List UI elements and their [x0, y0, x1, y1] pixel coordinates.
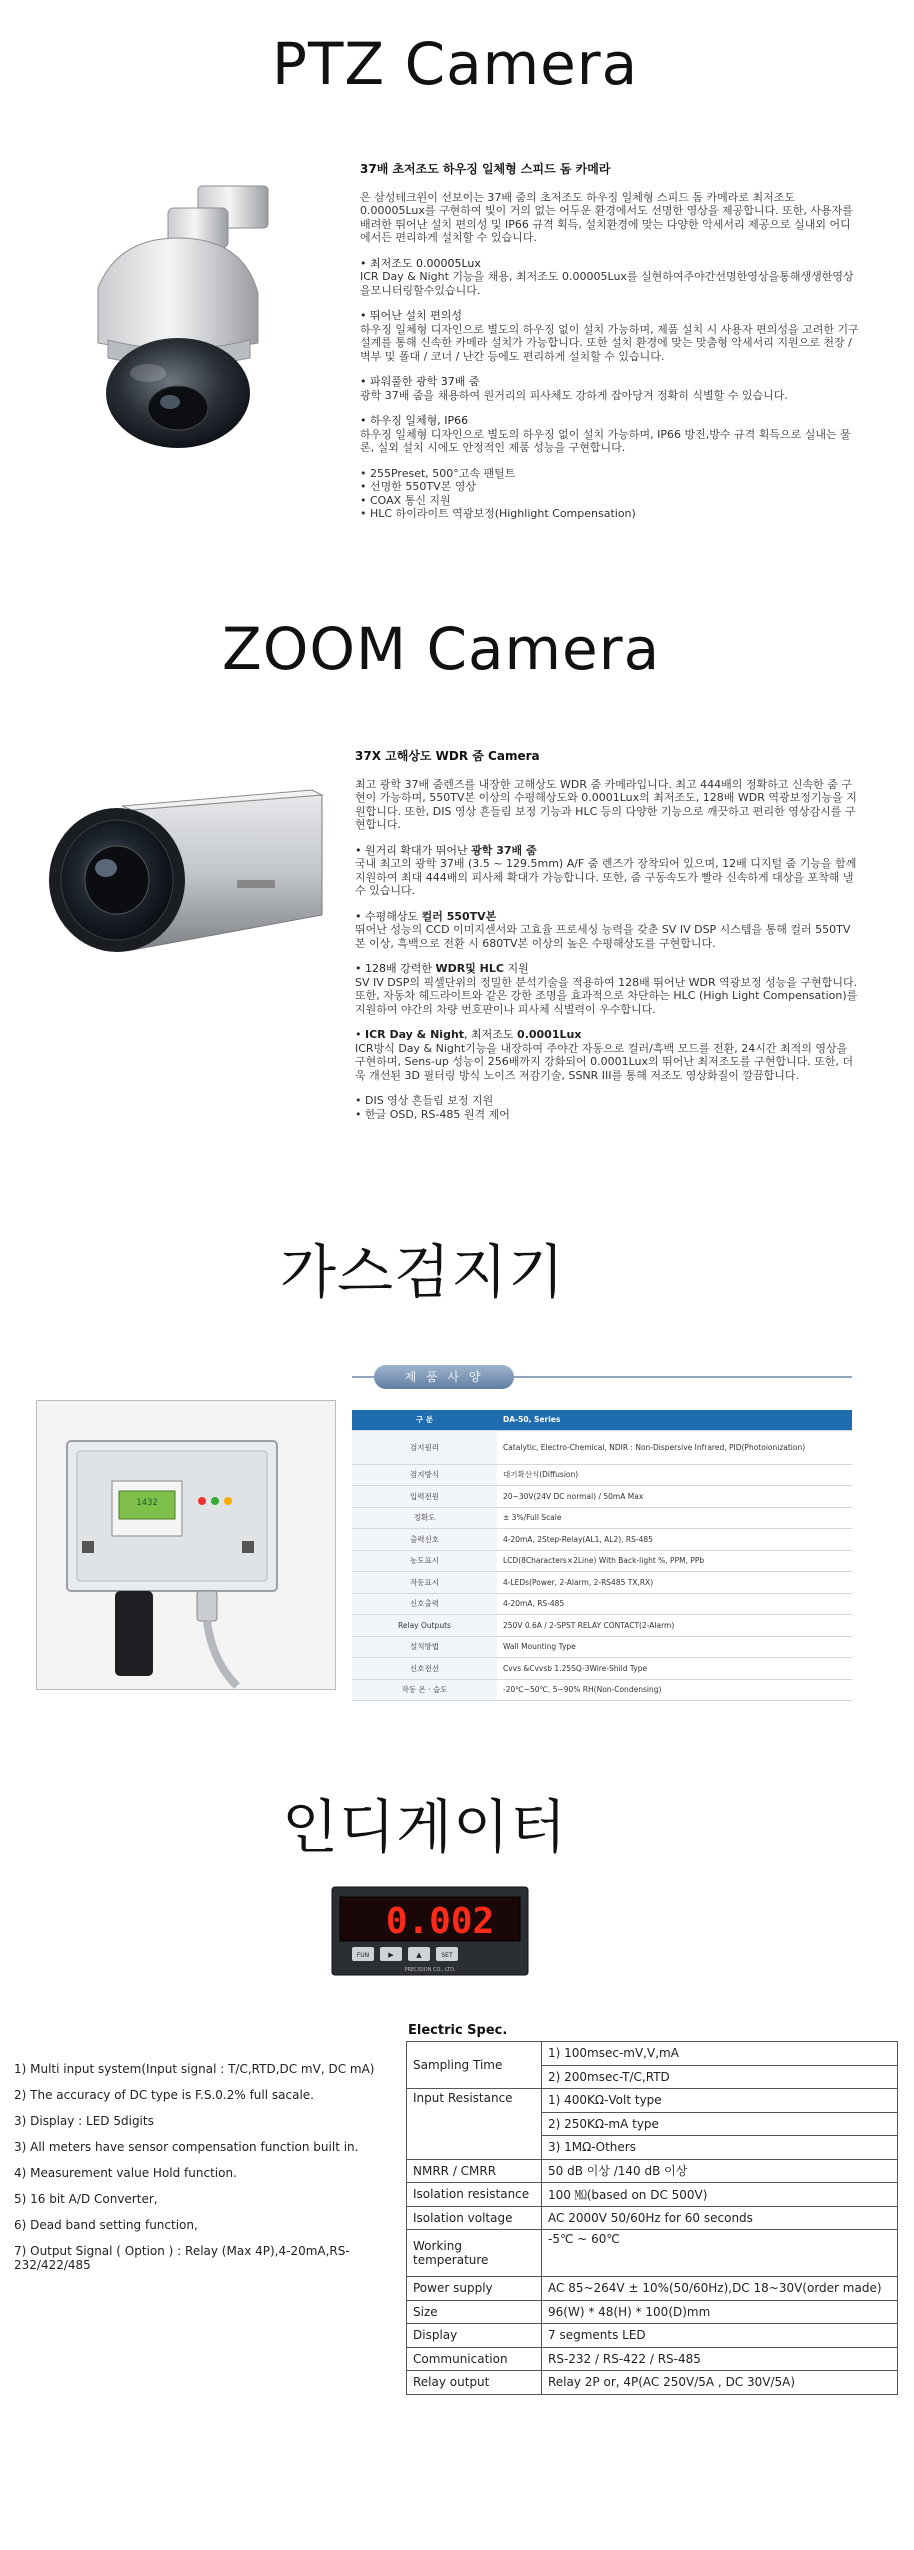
table-row	[407, 2042, 898, 2066]
zoom-bullet-title: • 수평해상도 컬러 550TV본	[355, 909, 497, 923]
table-row	[407, 2230, 898, 2277]
list-item: 6) Dead band setting function,	[14, 2218, 198, 2232]
spec-value: Relay 2P or, 4P(AC 250V/5A , DC 30V/5A)	[542, 2371, 898, 2395]
spec-value: 3) 1MΩ-Others	[542, 2136, 898, 2160]
table-header-row	[352, 1410, 852, 1430]
zoom-section-title: ZOOM Camera	[222, 615, 661, 683]
ptz-bullet	[360, 414, 860, 455]
spec-key: Input Resistance	[407, 2089, 542, 2160]
zoom-bullet-title: • ICR Day & Night, 최저조도 0.0001Lux	[355, 1028, 582, 1041]
table-row	[407, 2183, 898, 2207]
ptz-feature-list	[360, 467, 860, 521]
spec-value: 2) 200msec-T/C,RTD	[542, 2065, 898, 2089]
indicator-section-title: 인디게이터	[282, 1793, 568, 1861]
spec-value: AC 2000V 50/60Hz for 60 seconds	[542, 2206, 898, 2230]
spec-value: 50 dB 이상 /140 dB 이상	[542, 2159, 898, 2183]
ptz-description	[360, 163, 860, 521]
table-row	[352, 1486, 852, 1508]
table-header-key: 구 분	[352, 1410, 497, 1430]
spec-key: 설치방법	[352, 1636, 497, 1658]
ptz-bullet-title: • 최저조도 0.00005Lux	[360, 256, 481, 270]
table-row	[352, 1593, 852, 1615]
table-row	[407, 2277, 898, 2301]
table-header-value: DA-50, Series	[497, 1410, 852, 1430]
spec-value: Cvvs &Cvvsb 1.25SQ-3Wire-Shild Type	[497, 1658, 852, 1680]
gas-spec-table	[352, 1410, 852, 1701]
zoom-camera-image	[22, 780, 332, 980]
table-row	[407, 2206, 898, 2230]
spec-value: 대기확산식(Diffusion)	[497, 1464, 852, 1486]
list-item: • COAX 통신 지원	[360, 493, 451, 507]
ptz-bullet-text: 하우징 일체형 디자인으로 별도의 하우징 없이 설치 가능하며, 제품 설치 시 사용자 편의성을 고려한 기구 설계를 통해 신속한 카메라 설치가 가능합니다. 또한 설치 환경에 맞는 맞춤형 악세서리 지원으로 천장 / 벽부 및 폴대 / 코너 / 난간 등에도 편리하게 설치할 수 있습니다.	[360, 322, 859, 363]
indicator-device-image	[330, 1885, 530, 1977]
zoom-bullet-text: ICR방식 Day & Night기능을 내장하여 주야간 자동으로 컬러/흑백 모드를 전환, 24시간 최적의 영상을 구현하며, Sens-up 성능이 256배까지 강화되어 0.0001Lux의 뛰어난 최저조도를 구현합니다. 또한, 더욱 개선된 3D 필터링 방식 노이즈 저감기술, SSNR III를 통해 저조도 영상화질이 깔끔합니다.	[355, 1041, 854, 1082]
spec-key: 작동 온 · 습도	[352, 1679, 497, 1701]
indicator-set-button[interactable]: SET	[441, 1952, 453, 1959]
table-row	[352, 1550, 852, 1572]
ptz-heading: 37배 초저조도 하우징 일체형 스피드 돔 카메라	[360, 162, 611, 176]
gas-spec-panel	[352, 1365, 862, 1755]
gas-section-title: 가스검지기	[280, 1238, 566, 1306]
zoom-bullet	[355, 910, 860, 951]
zoom-heading: 37X 고해상도 WDR 줌 Camera	[355, 749, 540, 763]
spec-key: Sampling Time	[407, 2042, 542, 2089]
indicator-brand-label: PRECISION CO., LTD.	[404, 1967, 456, 1973]
table-row	[407, 2371, 898, 2395]
spec-key: Working temperature	[407, 2230, 542, 2277]
spec-key: 검지방식	[352, 1464, 497, 1486]
spec-key: 신호출력	[352, 1593, 497, 1615]
spec-key: Relay Outputs	[352, 1615, 497, 1637]
ptz-camera-image	[28, 168, 328, 458]
spec-value: 1) 100msec-mV,V,mA	[542, 2042, 898, 2066]
list-item: • DIS 영상 흔들림 보정 지원	[355, 1094, 494, 1107]
list-item: • 선명한 550TV본 영상	[360, 480, 476, 493]
table-row	[352, 1529, 852, 1551]
list-item: 7) Output Signal ( Option ) : Relay (Max 4P),4-20mA,RS-232/422/485	[14, 2244, 350, 2272]
zoom-bullet	[355, 844, 860, 898]
spec-value: 100 ㏁(based on DC 500V)	[542, 2183, 898, 2207]
indicator-right-button[interactable]: ▶	[388, 1951, 394, 1959]
ptz-bullet	[360, 257, 860, 298]
spec-key: Power supply	[407, 2277, 542, 2301]
list-item: • 255Preset, 500°고속 팬틸트	[360, 466, 516, 480]
table-row	[407, 2300, 898, 2324]
ptz-bullet-text: 광학 37배 줌을 채용하여 원거리의 피사체도 강하게 잡아당겨 정확히 식별할 수 있습니다.	[360, 388, 788, 402]
spec-key: Relay output	[407, 2371, 542, 2395]
zoom-bullet	[355, 962, 860, 1016]
table-row	[352, 1658, 852, 1680]
table-row	[352, 1430, 852, 1464]
spec-key: 출력신호	[352, 1529, 497, 1551]
spec-value: LCD(8Characters×2Line) With Back-light %, PPM, PPb	[497, 1550, 852, 1572]
table-row	[407, 2347, 898, 2371]
list-item: • 한글 OSD, RS-485 원격 제어	[355, 1107, 510, 1121]
spec-key: 입력전원	[352, 1486, 497, 1508]
table-row	[352, 1507, 852, 1529]
spec-value: Wall Mounting Type	[497, 1636, 852, 1658]
list-item: 3) Display : LED 5digits	[14, 2114, 154, 2128]
indicator-fun-button[interactable]: FUN	[356, 1952, 370, 1959]
spec-value: ± 3%/Full Scale	[497, 1507, 852, 1529]
electric-spec-table	[406, 2041, 898, 2395]
spec-value: 4-LEDs(Power, 2-Alarm, 2-RS485 TX,RX)	[497, 1572, 852, 1594]
ptz-bullet-text: ICR Day & Night 기능을 채용, 최저조도 0.00005Lux를 실현하여주야간선명한영상을통해생생한영상을모니터링할수있습니다.	[360, 270, 854, 297]
gas-detector-illustration	[37, 1401, 335, 1689]
spec-value: AC 85~264V ± 10%(50/60Hz),DC 18~30V(order made)	[542, 2277, 898, 2301]
spec-value: 1) 400KΩ-Volt type	[542, 2089, 898, 2113]
table-row	[352, 1572, 852, 1594]
zoom-bullet	[355, 1028, 860, 1082]
list-item: • HLC 하이라이트 역광보정(Highlight Compensation)	[360, 507, 636, 520]
spec-key: 작동표시	[352, 1572, 497, 1594]
table-row	[352, 1464, 852, 1486]
spec-key: Display	[407, 2324, 542, 2348]
spec-value: 96(W) * 48(H) * 100(D)mm	[542, 2300, 898, 2324]
zoom-bullet-title: • 128배 강력한 WDR및 HLC 지원	[355, 962, 529, 975]
spec-key: Isolation voltage	[407, 2206, 542, 2230]
zoom-bullet-text: 국내 최고의 광학 37배 (3.5 ~ 129.5mm) A/F 줌 렌즈가 장착되어 있으며, 12배 디지털 줌 기능을 함께 지원하여 최대 444배의 피사체 확대가 가능합니다. 또한, 줌 구동속도가 빨라 신속하게 대상을 포착해 낼 수 있습니다.	[355, 857, 857, 897]
spec-key: 농도표시	[352, 1550, 497, 1572]
spec-key: 신호전선	[352, 1658, 497, 1680]
spec-value: -20℃~50℃, 5~90% RH(Non-Condensing)	[497, 1679, 852, 1701]
spec-value: 4-20mA, 2Step-Relay(AL1, AL2), RS-485	[497, 1529, 852, 1551]
ptz-bullet-text: 하우징 일체형 디자인으로 별도의 하우징 없이 설치 가능하며, IP66 방진,방수 규격 획득으로 실내는 물론, 실외 설치 시에도 안정적인 제품 성능을 구현합니다.	[360, 427, 851, 454]
table-row	[352, 1615, 852, 1637]
spec-value: 250V 0.6A / 2-SPST RELAY CONTACT(2-Alarm)	[497, 1615, 852, 1637]
indicator-feature-list	[14, 2062, 384, 2284]
ptz-bullet	[360, 375, 860, 402]
ptz-section-title: PTZ Camera	[272, 30, 639, 98]
zoom-bullet-title: • 원거리 확대가 뛰어난 광학 37배 줌	[355, 843, 537, 857]
table-row	[352, 1679, 852, 1701]
spec-value: RS-232 / RS-422 / RS-485	[542, 2347, 898, 2371]
zoom-description	[355, 750, 860, 1121]
table-row	[407, 2089, 898, 2113]
table-row	[352, 1636, 852, 1658]
zoom-bullet-text: SV IV DSP의 픽셀단위의 정밀한 분석기술을 적용하여 128배 뛰어난 WDR 역광보정 성능을 구현합니다. 또한, 자동차 헤드라이트와 같은 강한 조명을 효과적으로 차단하는 HLC (High Light Compensation)를 지원하여 야간의 차량 번호판이나 피사체 식별력이 우수합니다.	[355, 975, 858, 1016]
spec-value: -5℃ ~ 60℃	[542, 2230, 898, 2277]
spec-value: 20~30V(24V DC normal) / 50mA Max	[497, 1486, 852, 1508]
spec-value: 7 segments LED	[542, 2324, 898, 2348]
indicator-led-readout: 0.002	[385, 1901, 495, 1942]
list-item: 3) All meters have sensor compensation function built in.	[14, 2140, 359, 2154]
spec-key: 검지원리	[352, 1430, 497, 1464]
spec-value: Catalytic, Electro-Chemical, NDIR : Non-Dispersive Infrared, PID(Photoionization)	[497, 1430, 852, 1464]
ptz-bullet-title: • 뛰어난 설치 편의성	[360, 309, 462, 322]
list-item: 4) Measurement value Hold function.	[14, 2166, 237, 2180]
spec-key: Isolation resistance	[407, 2183, 542, 2207]
electric-spec-title: Electric Spec.	[408, 2023, 508, 2038]
spec-key: Communication	[407, 2347, 542, 2371]
table-row	[407, 2324, 898, 2348]
list-item: 1) Multi input system(Input signal : T/C,RTD,DC mV, DC mA)	[14, 2062, 375, 2076]
gas-detector-image	[36, 1400, 336, 1690]
ptz-bullet-title: • 파워풀한 광학 37배 줌	[360, 375, 480, 388]
zoom-intro: 최고 광학 37배 줌렌즈를 내장한 고해상도 WDR 줌 카메라입니다. 최고 444배의 정확하고 신속한 줌 구현이 가능하며, 550TV본 이상의 수평해상도와 0.0001Lux의 최저조도, 128배 WDR 역광보정기능을 지원합니다. 또한, DIS 영상 흔들림 보정 기능과 HLC 등의 다양한 기능으로 깨끗하고 편리한 영상감시를 구현합니다.	[355, 777, 857, 831]
gas-lcd-readout: 1432	[136, 1498, 158, 1508]
indicator-up-button[interactable]: ▲	[416, 1951, 422, 1959]
list-item: 5) 16 bit A/D Converter,	[14, 2192, 158, 2206]
zoom-bullet-text: 뛰어난 성능의 CCD 이미지센서와 고효율 프로세싱 능력을 갖춘 SV IV DSP 시스템을 통해 컬러 550TV본 이상, 흑백으로 전환 시 680TV본 이상의 높은 수평해상도를 구현합니다.	[355, 923, 851, 950]
spec-value: 2) 250KΩ-mA type	[542, 2112, 898, 2136]
spec-key: 정확도	[352, 1507, 497, 1529]
spec-key: NMRR / CMRR	[407, 2159, 542, 2183]
spec-key: Size	[407, 2300, 542, 2324]
spec-tab-label: 제 품 사 양	[374, 1365, 514, 1389]
spec-value: 4-20mA, RS-485	[497, 1593, 852, 1615]
zoom-feature-list	[355, 1094, 860, 1121]
table-row	[407, 2159, 898, 2183]
ptz-bullet-title: • 하우징 일체형, IP66	[360, 414, 469, 427]
ptz-bullet	[360, 309, 860, 363]
ptz-intro: 은 삼성테크윈이 선보이는 37배 줌의 초저조도 하우징 일체형 스피드 돔 카메라로 최저조도 0.00005Lux를 구현하여 빛이 거의 없는 어두운 환경에서도 선명한 영상을 제공합니다. 또한, 사용자를 배려한 뛰어난 설치 편의성 및 IP66 규격 획득, 설치환경에 맞는 다양한 악세서리 제공으로 실내외 어디에서든 편리하게 설치할 수 있습니다.	[360, 190, 853, 244]
list-item: 2) The accuracy of DC type is F.S.0.2% full sacale.	[14, 2088, 314, 2102]
